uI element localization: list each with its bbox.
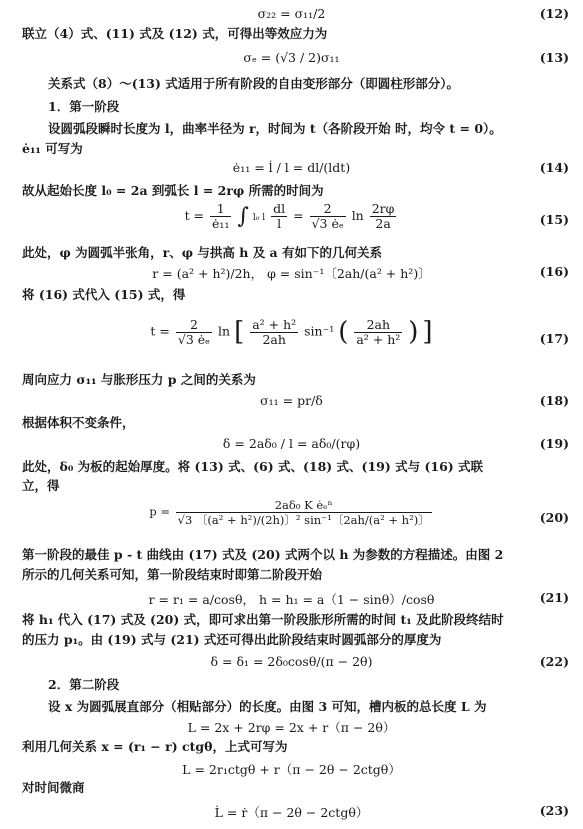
equation-L <box>0 718 583 736</box>
equation-body: p = $\frac{\text{2aδ₀ K ėₑⁿ}}{\text{√3 〔(a² + h²)/(2h)〕² sin⁻¹〔2ah/(a² + h²)〕}}$ <box>149 498 430 527</box>
paragraph-text: 关系式（8）～(13) 式适用于所有阶段的自由变形部分（即圆柱形部分）。 <box>48 76 460 91</box>
equation-L2 <box>0 760 583 778</box>
equation-23 <box>0 803 583 821</box>
equation-number: (22) <box>539 654 569 669</box>
paragraph-text: 将 h₁ 代入 (17) 式及 (20) 式，即可求出第一阶段胀形所需的时间 t₁ 及此阶段终结时 <box>22 612 504 627</box>
section-heading: 1．第一阶段 <box>48 99 120 114</box>
paragraph-text: 设圆弧段瞬时长度为 l，曲率半径为 r，时间为 t（各阶段开始 时，均令 t = 0）。 <box>48 121 502 136</box>
paragraph-text: 利用几何关系 x = (r₁ − r) ctgθ，上式可写为 <box>22 739 288 754</box>
equation-17 <box>0 315 583 361</box>
paragraph-text: 的压力 p₁。由 (19) 式与 (21) 式还可得出此阶段结束时圆弧部分的厚度为 <box>22 632 442 647</box>
paragraph-text: 设 x 为圆弧展直部分（相贴部分）的长度。由图 3 可知，槽内板的总长度 L 为 <box>48 699 487 714</box>
equation-number: (21) <box>539 590 569 605</box>
paragraph-text: 立，得 <box>22 478 60 493</box>
integral-limits: l₀ l <box>252 213 266 223</box>
equation-number: (12) <box>539 6 569 21</box>
paragraph-text: 周向应力 σ₁₁ 与胀形压力 p 之间的关系为 <box>22 372 256 387</box>
equation-body: σ₁₁ = pr/δ <box>260 393 323 408</box>
equation-21 <box>0 590 583 608</box>
equation-body: r = r₁ = a/cosθ， h = h₁ = a（1 − sinθ）/cosθ <box>148 592 435 607</box>
paragraph-text: 此处，φ 为圆弧半张角，r、φ 与拱高 h 及 a 有如下的几何关系 <box>22 245 383 260</box>
paragraph-text: 联立（4）式、(11) 式及 (12) 式，可得出等效应力为 <box>22 26 328 41</box>
equation-body: σ₂₂ = σ₁₁/2 <box>257 6 326 21</box>
equation-number: (23) <box>539 803 569 818</box>
paragraph-text: 第一阶段的最佳 p - t 曲线由 (17) 式及 (20) 式两个以 h 为参数的方程描述。由图 2 <box>22 547 504 562</box>
equation-19 <box>0 436 583 454</box>
equation-14 <box>0 160 583 178</box>
paragraph-text: 根据体积不变条件， <box>22 415 135 430</box>
paragraph-text: 故从起始长度 l₀ = 2a 到弧长 l = 2rφ 所需的时间为 <box>22 183 324 198</box>
equation-number: (18) <box>539 393 569 408</box>
equation-18 <box>0 393 583 411</box>
equation-number: (16) <box>539 264 569 279</box>
equation-number: (13) <box>539 50 569 65</box>
equation-body: δ = δ₁ = 2δ₀cosθ/(π − 2θ) <box>210 654 373 669</box>
equation-body: t = $\frac{2}{\text{√3 ėₑ}}$ ln [ $\frac{\text{a² + h²}}{2ah}$ sin⁻¹ ( $\frac{2ah}{\text{a² + h²}}$ ) ] <box>150 316 433 347</box>
paragraph-text: ė₁₁ 可写为 <box>22 141 83 156</box>
equation-number: (17) <box>539 331 569 346</box>
section-heading: 2．第二阶段 <box>48 677 120 692</box>
paragraph-text: 对时间微商 <box>22 780 85 795</box>
equation-16 <box>0 264 583 282</box>
equation-20 <box>0 496 583 538</box>
paragraph-text: 所示的几何关系可知，第一阶段结束时即第二阶段开始 <box>22 567 323 582</box>
equation-body: r = (a² + h²)/2h， φ = sin⁻¹〔2ah/(a² + h²)〕 <box>152 266 431 281</box>
equation-body: ė₁₁ = l̇ / l = dl/(ldt) <box>232 160 351 175</box>
equation-number: (14) <box>539 160 569 175</box>
equation-12 <box>0 6 583 22</box>
equation-body: δ = 2aδ₀ / l = aδ₀/(rφ) <box>222 436 361 451</box>
equation-body: L̇ = ṙ（π − 2θ − 2ctgθ） <box>214 805 369 820</box>
equation-15 <box>0 200 583 240</box>
equation-13 <box>0 50 583 68</box>
equation-22 <box>0 654 583 672</box>
equation-number: (19) <box>539 436 569 451</box>
equation-number: (15) <box>539 212 569 227</box>
equation-body: t = $\frac{1}{\text{ė₁₁}}$ ∫ l₀ l $\frac{dl}{l}$ = $\frac{2}{\text{√3 ėₑ}}$ ln $\frac{2r\varphi}{2a}$ <box>184 201 395 231</box>
equation-body: L = 2x + 2rφ = 2x + r（π − 2θ） <box>187 720 396 735</box>
equation-body: σₑ = (√3 / 2)σ₁₁ <box>243 50 340 65</box>
integral-sign: ∫ <box>237 204 249 229</box>
paragraph-text: 此处，δ₀ 为板的起始厚度。将 (13) 式、(6) 式、(18) 式、(19) 式与 (16) 式联 <box>22 459 484 474</box>
paragraph-text: 将 (16) 式代入 (15) 式，得 <box>22 287 186 302</box>
equation-body: L = 2r₁ctgθ + r（π − 2θ − 2ctgθ） <box>182 762 401 777</box>
equation-number: (20) <box>539 510 569 525</box>
